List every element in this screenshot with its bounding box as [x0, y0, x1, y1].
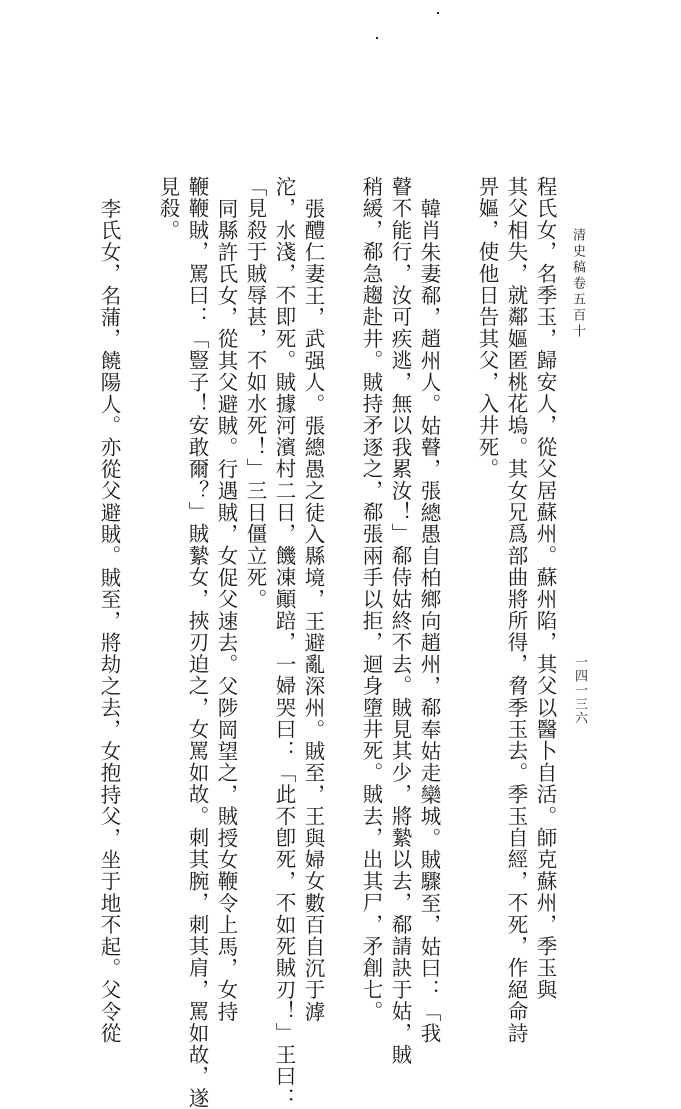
text-column: 張醴仁妻王，武强人。張總愚之徒入縣境，王避亂深州。賊至，王與婦女數百自沉于滹 — [301, 198, 325, 1023]
text-column: 程氏女，名季玉，歸安人，從父居蘇州。蘇州陷，其父以醫卜自活。師克蘇州，季玉與 — [533, 176, 557, 1001]
text-column: 同縣許氏女，從其父避賊。行遇賊，女促父速去。父陟岡望之，賊授女鞭令上馬，女持 — [214, 198, 238, 1023]
running-title: 清史稿卷五百十 — [570, 228, 585, 340]
text-column: 其父相失，就鄰嫗匿桃花塢。其女兄爲部曲將所得，脅季玉去。季玉自經，不死，作絕命詩 — [504, 176, 528, 1044]
text-column: 「見殺于賊辱甚，不如水死！」三日僵立死。 — [243, 176, 267, 610]
text-column: 見殺。 — [156, 176, 180, 242]
text-column: 李氏女，名蒲，饒陽人。亦從父避賊。賊至，將劫之去，女抱持父，坐于地不起。父令從 — [97, 198, 121, 1045]
text-column: 韓肖朱妻郗，趙州人。姑瞽，張總愚自柏鄉向趙州，郗奉姑走欒城。賊驟至，姑曰：「我 — [417, 198, 441, 1045]
page-number: 一四一三六 — [572, 655, 587, 725]
text-column: 鞭鞭賊，罵曰：「豎子！安敢爾？」賊縶女，挾刃迫之，女罵如故。刺其腕，刺其肩，罵如故，遂 — [185, 176, 209, 1109]
text-column: 瞽不能行，汝可疾逃，無以我累汝！」郗侍姑終不去。賊見其少，將縶以去，郗請訣于姑，賊 — [388, 176, 412, 1066]
text-column: 沱，水淺，不即死。賊據河濱村二日，饑凍顚踣，一婦哭曰：「此不卽死，不如死賊刃！」王曰： — [272, 176, 296, 1109]
text-column: 稍緩，郗急趨赴井。賊持矛逐之，郗張兩手以拒，迴身墮井死。賊去，出其尸，矛創七。 — [359, 176, 383, 1023]
print-mark — [437, 12, 439, 14]
print-mark — [376, 37, 378, 39]
text-column: 畀嫗，使他日告其父，入井死。 — [475, 176, 499, 480]
